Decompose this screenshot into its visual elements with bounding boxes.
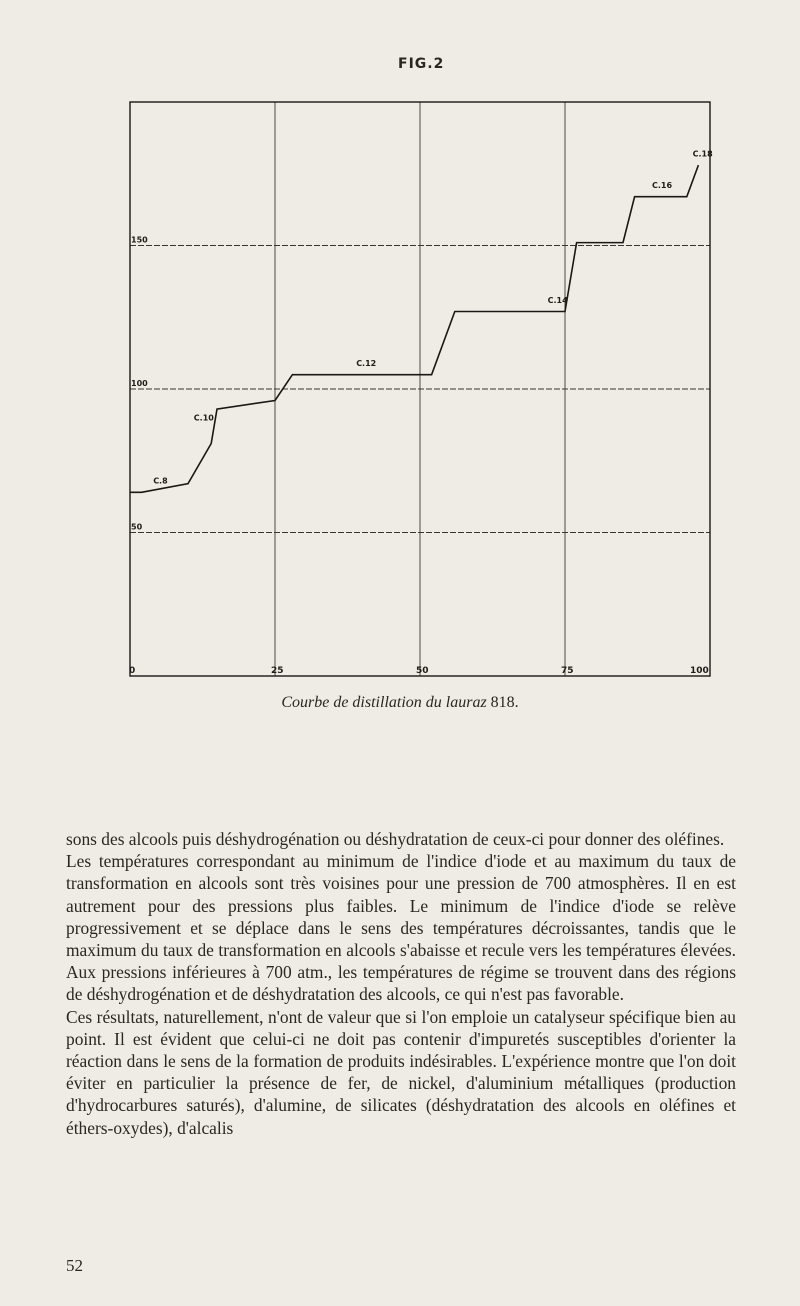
caption-number: 818. — [490, 694, 519, 711]
paragraph: Les températures correspondant au minimum de l'indice d'iode et au maximum du taux de transformation en alcools sont très voisines pour une pression de 700 atmosphères. Il en est autrement pour des pressions plus faibles. Le minimum de l'indice d'iode se relève progressivement et se déplace dans le sens des températures décroissantes, tandis que le maximum du taux de transformation en alcools s'abaisse et recule vers les températures élevées. Aux pressions inférieures à 700 atm., les températures de régime se trouvent dans des régions de déshydrogénation et de déshydratation des alcools, ce qui n'est pas favorable. — [66, 851, 736, 1005]
x-tick-label: 0 — [129, 666, 136, 676]
x-tick-label: 50 — [416, 666, 429, 676]
y-tick-label: 50 — [131, 522, 143, 532]
paragraph: Ces résultats, naturellement, n'ont de valeur que si l'on emploie un catalyseur spécifique bien au point. Il est évident que celui-ci ne doit pas contenir d'impuretés susceptibles d'orienter la réaction dans le sens de la formation de produits indésirables. L'expérience montre que l'on doit éviter en particulier la présence de fer, de nickel, d'aluminium métalliques (production d'hydrocarbures saturés), d'alumine, de silicates (déshydratation des alcools en oléfines et éthers-oxydes), d'alcalis — [66, 1006, 736, 1138]
y-tick-labels — [131, 236, 148, 532]
step-annotation: C.18 — [692, 149, 713, 159]
caption-title: Courbe de distillation du lauraz — [281, 694, 487, 711]
distillation-curve — [130, 165, 698, 492]
y-tick-label: 100 — [131, 379, 148, 388]
step-annotation: C.16 — [652, 181, 673, 191]
step-annotation: C.12 — [356, 359, 377, 369]
figure-caption — [0, 694, 800, 712]
step-annotation: C.8 — [153, 476, 168, 486]
step-annotations — [153, 150, 713, 486]
step-annotation: C.14 — [547, 295, 568, 305]
chart-grid — [130, 102, 710, 676]
figure-label: FIG.2 — [398, 56, 445, 72]
body-text — [66, 828, 736, 1139]
page-number: 52 — [66, 1256, 83, 1275]
x-tick-label: 25 — [271, 666, 284, 676]
step-annotation: C.10 — [193, 413, 214, 423]
x-tick-label: 100 — [690, 666, 709, 676]
x-tick-label: 75 — [561, 666, 574, 676]
paragraph: sons des alcools puis déshydrogénation ou déshydratation de ceux-ci pour donner des oléfines. — [66, 829, 725, 849]
y-tick-label: 150 — [131, 235, 148, 245]
distillation-chart — [126, 92, 716, 688]
x-tick-labels — [129, 666, 709, 676]
